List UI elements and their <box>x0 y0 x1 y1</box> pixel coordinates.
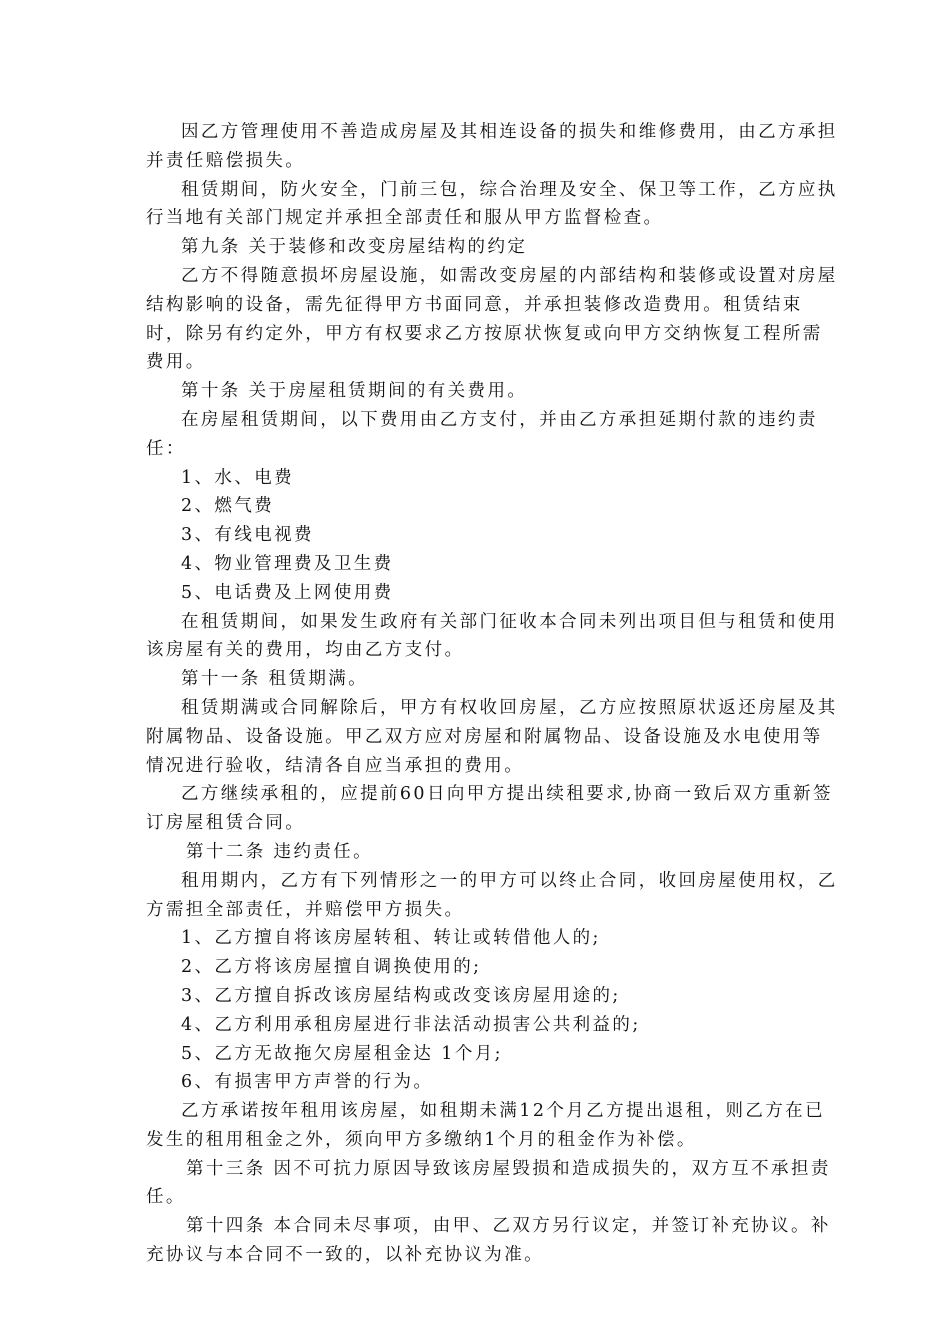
paragraph-termination-intro: 租用期内，乙方有下列情形之一的甲方可以终止合同，收回房屋使用权，乙方需担全部责任，并赔偿甲方损失。 <box>146 870 838 920</box>
article-10-heading: 第十条 关于房屋租赁期间的有关费用。 <box>181 381 528 402</box>
breach-item-2: 2、乙方将该房屋擅自调换使用的; <box>181 957 482 978</box>
contract-body <box>146 118 840 1270</box>
article-11-heading: 第十一条 租赁期满。 <box>181 669 369 690</box>
fee-item-5: 5、电话费及上网使用费 <box>181 582 394 603</box>
fee-item-4: 4、物业管理费及卫生费 <box>181 553 394 574</box>
fee-item-3: 3、有线电视费 <box>181 525 314 546</box>
paragraph-government-fees: 在租赁期间，如果发生政府有关部门征收本合同未列出项目但与租赁和使用该房屋有关的费用，均由乙方支付。 <box>146 611 838 661</box>
paragraph-damage-liability: 因乙方管理使用不善造成房屋及其相连设备的损失和维修费用，由乙方承担并责任赔偿损失。 <box>146 122 838 171</box>
breach-item-6: 6、有损害甲方声誉的行为。 <box>181 1072 434 1093</box>
breach-item-3: 3、乙方擅自拆改该房屋结构或改变该房屋用途的; <box>181 985 621 1006</box>
breach-item-4: 4、乙方利用承租房屋进行非法活动损害公共利益的; <box>181 1014 641 1035</box>
paragraph-lease-expiry: 租赁期满或合同解除后，甲方有权收回房屋，乙方应按照原状返还房屋及其附属物品、设备设施。甲乙双方应对房屋和附属物品、设备设施及水电使用等情况进行验收，结清各自应当承担的费用。 <box>146 697 838 776</box>
paragraph-early-termination: 乙方承诺按年租用该房屋，如租期未满12个月乙方提出退租，则乙方在已发生的租用租金之外，须向甲方多缴纳1个月的租金作为补偿。 <box>146 1101 825 1150</box>
article-9-heading: 第九条 关于装修和改变房屋结构的约定 <box>181 237 528 258</box>
paragraph-renovation: 乙方不得随意损坏房屋设施，如需改变房屋的内部结构和装修或设置对房屋结构影响的设备，需先征得甲方书面同意，并承担装修改造费用。租赁结束时，除另有约定外，甲方有权要求乙方按原状恢复或向甲方交纳恢复工程所需费用。 <box>146 265 838 373</box>
fee-item-2: 2、燃气费 <box>181 496 275 517</box>
fee-item-1: 1、水、电费 <box>181 467 295 488</box>
breach-item-5: 5、乙方无故拖欠房屋租金达 1个月; <box>181 1043 503 1064</box>
article-14-supplementary: 第十四条 本合同未尽事项，由甲、乙双方另行议定，并签订补充协议。补充协议与本合同不一致的，以补充协议为准。 <box>146 1216 831 1266</box>
article-13-force-majeure: 第十三条 因不可抗力原因导致该房屋毁损和造成损失的，双方互不承担责任。 <box>146 1158 831 1208</box>
paragraph-renewal: 乙方继续承租的，应提前60日向甲方提出续租要求,协商一致后双方重新签订房屋租赁合同。 <box>146 784 833 834</box>
paragraph-fire-safety: 租赁期间，防火安全，门前三包，综合治理及安全、保卫等工作，乙方应执行当地有关部门规定并承担全部责任和服从甲方监督检查。 <box>146 179 838 229</box>
breach-item-1: 1、乙方擅自将该房屋转租、转让或转借他人的; <box>181 928 601 949</box>
paragraph-fees-intro: 在房屋租赁期间，以下费用由乙方支付，并由乙方承担延期付款的违约责任： <box>146 409 818 459</box>
article-12-heading: 第十二条 违约责任。 <box>186 841 374 862</box>
